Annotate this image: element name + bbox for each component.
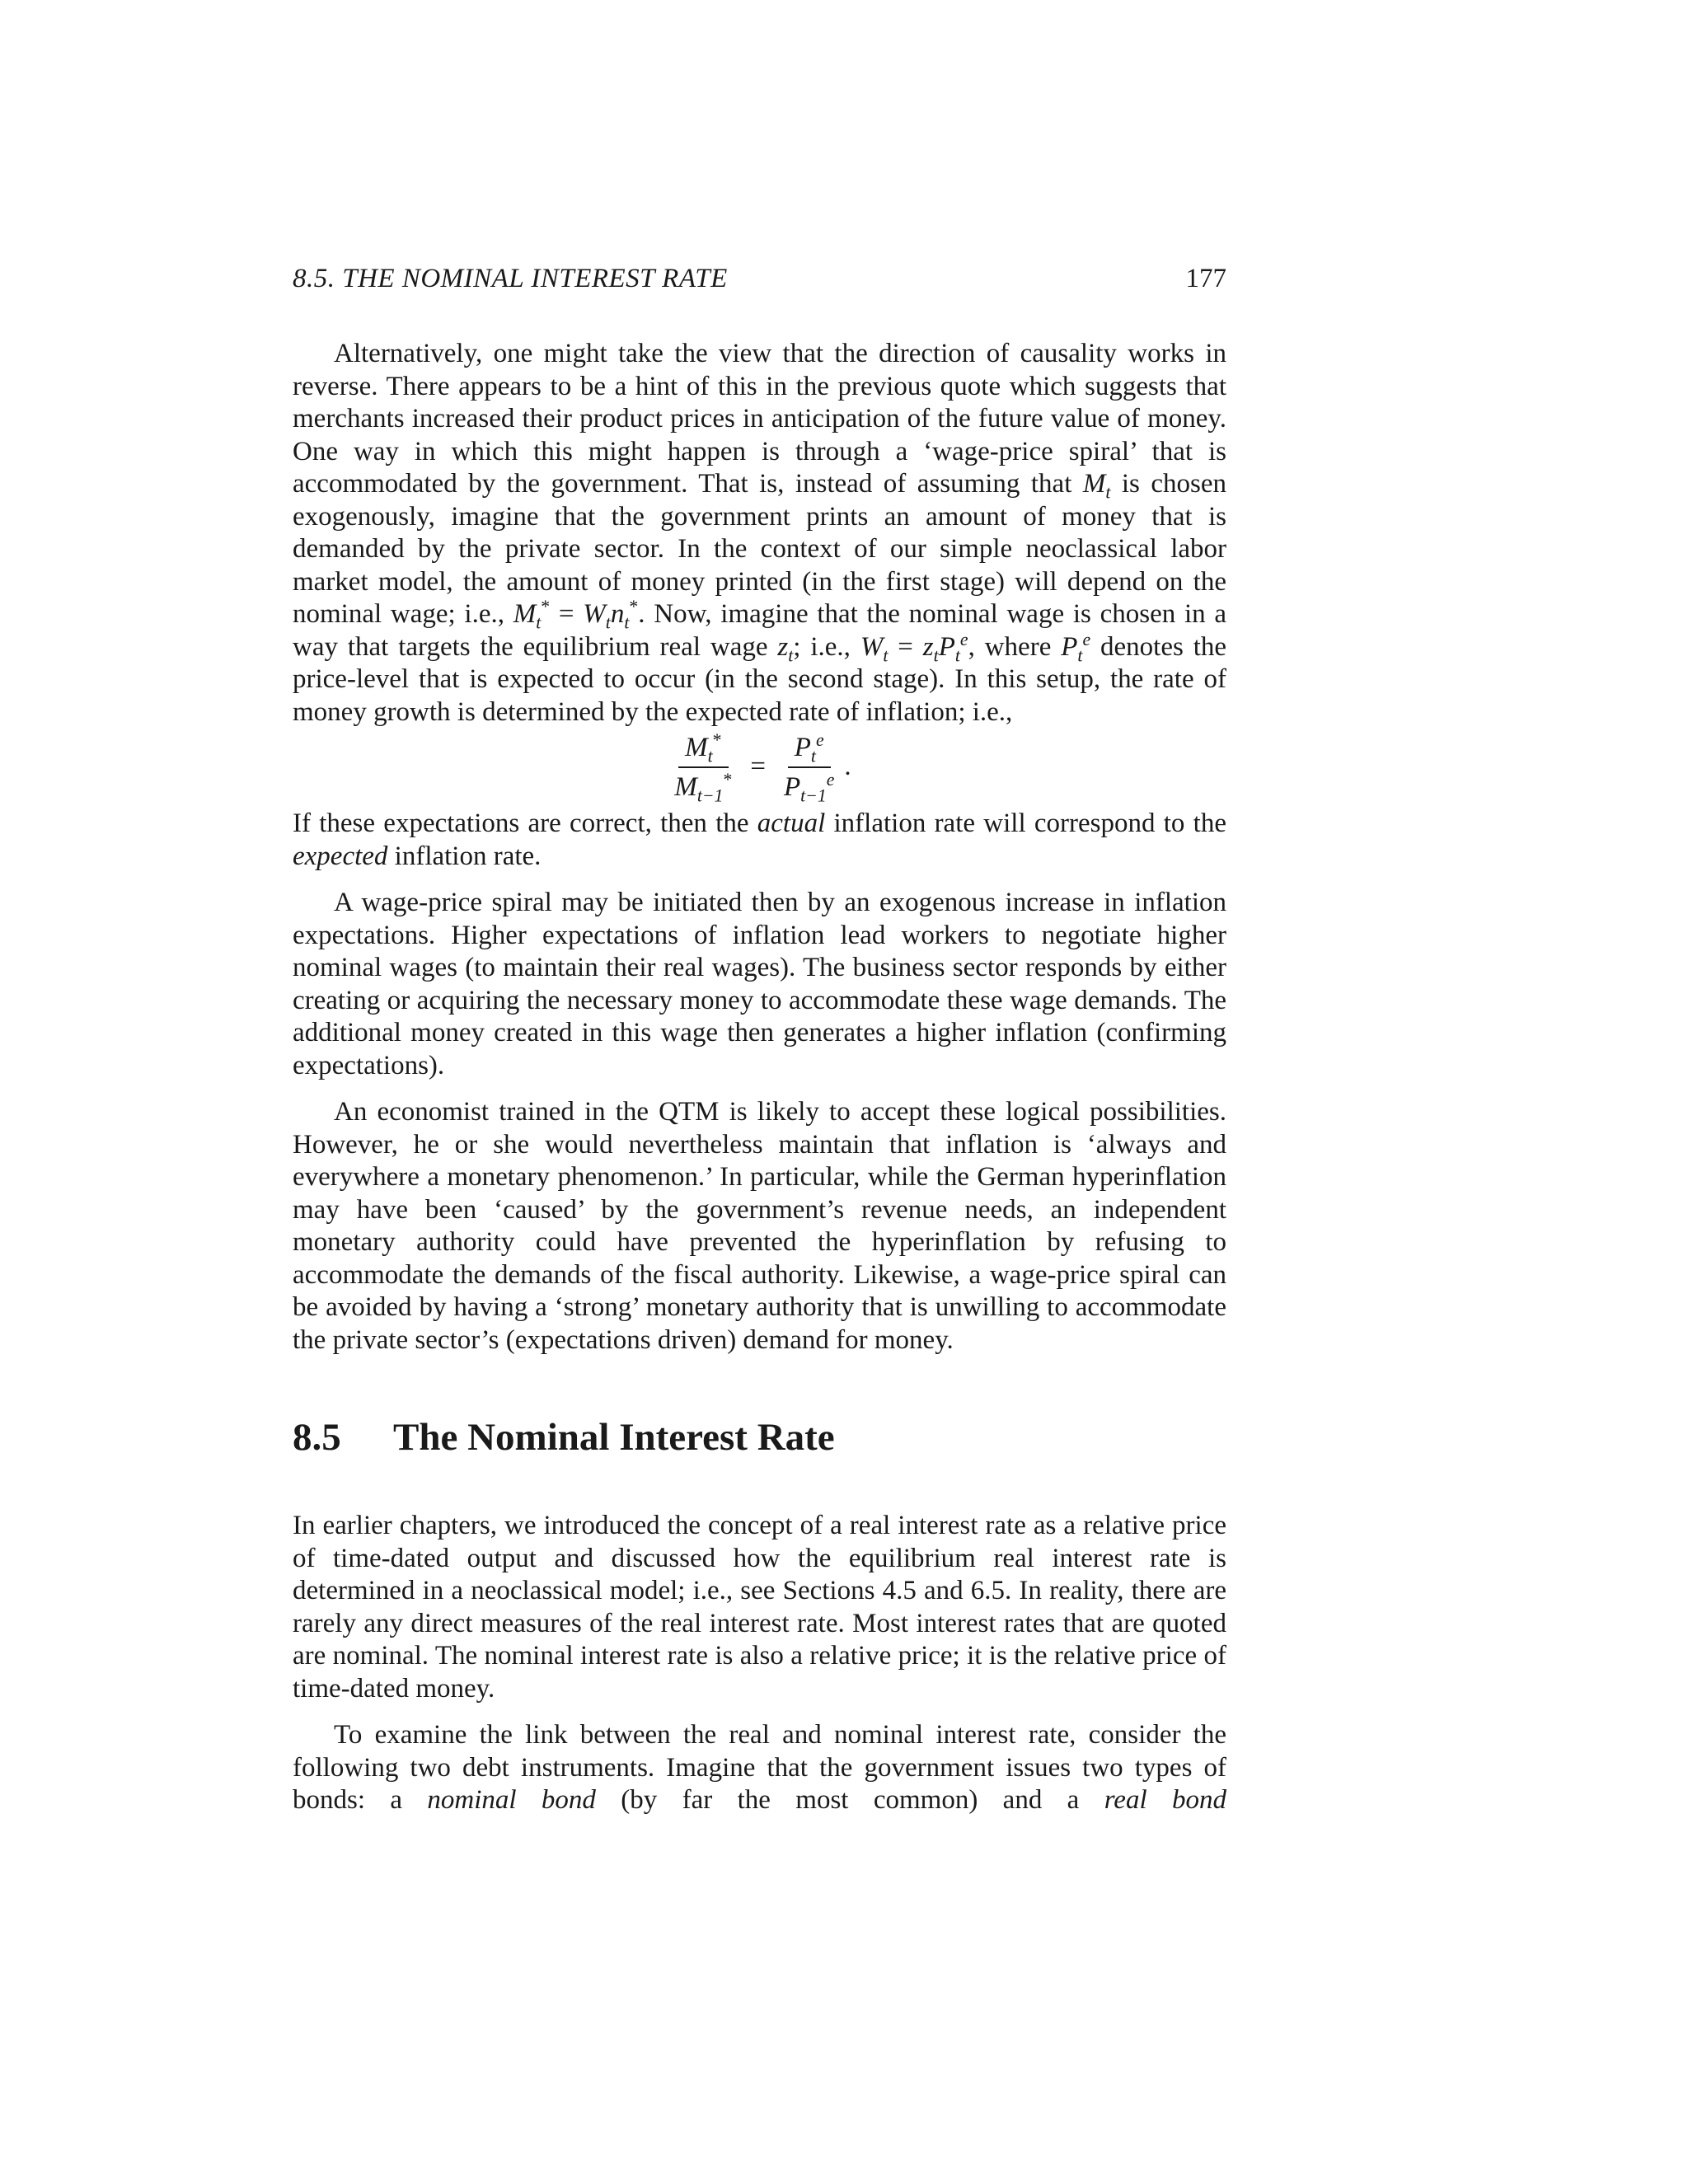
running-header (293, 262, 1226, 295)
paragraph-expectations: If these expectations are correct, then the actual inflation rate will correspond to the expected inflation rate. (293, 808, 1226, 871)
body-text (293, 338, 1226, 1817)
paragraph-earlier-chapters: In earlier chapters, we introduced the concept of a real interest rate as a relative price of time-dated output and discussed how the equilibrium real interest rate is determined in a neoclassical model; i.e., see Sections 4.5 and 6.5. In reality, there are rarely any direct measures of the real interest rate. Most interest rates that are quoted are nominal. The nominal interest rate is also a relative price; it is the relative price of time-dated money. (293, 1511, 1226, 1704)
header-title: 8.5. THE NOMINAL INTEREST RATE (293, 264, 728, 293)
section-title: The Nominal Interest Rate (393, 1416, 835, 1459)
math-z-t: $z_t$ (777, 631, 794, 666)
paragraph-spiral-initiation: A wage-price spiral may be initiated then by an exogenous increase in inflation expectations. Higher expectations of inflation lead workers to negotiate higher nominal wages (to maintain their real wages). The business sector responds by either creating or acquiring the necessary money to accommodate these wage demands. The additional money created in this wage then generates a higher inflation (confirming expectations). (293, 888, 1226, 1080)
paragraph-wage-price-spiral: Alternatively, one might take the view that the direction of causality works in reverse. There appears to be a hint of this in the previous quote which suggests that merchants increased their product prices in anticipation of the future value of money. One way in which this might happen is through a ‘wage-price spiral’ that is accommodated by the government. That is, instead of assuming that $M_t$ is chosen exogenously, imagine that the government prints an amount of money that is demanded by the private sector. In the context of our simple neoclassical labor market model, the amount of money printed (in the first stage) will depend on the nominal wage; i.e., $M_t^* = W_tn_t^*$. Now, imagine that the nominal wage is chosen in a way that targets the equilibrium real wage $z_t$; i.e., $W_t = z_tP_t^e$, where $P_t^e$ denotes the price-level that is expected to occur (in the second stage). In this setup, the rate of money growth is determined by the expected rate of inflation; i.e., (293, 339, 1227, 727)
paragraph-debt-instruments: To examine the link between the real and nominal interest rate, consider the following two debt instruments. Imagine that the government issues two types of bonds: a nominal bond (by far the most common) and a real bond (293, 1720, 1226, 1815)
fraction-money-growth: $\frac{M_t^*}{M_{t-1}^*}$ (674, 730, 733, 806)
math-expected-price: $P_t^e$ (1061, 629, 1091, 666)
math-money-demand: $M_t^* = W_tn_t^*$ (513, 597, 639, 633)
page-number: 177 (1185, 264, 1226, 293)
math-wage-target: $W_t = z_tP_t^e$ (860, 629, 968, 666)
math-m-t: $M_t$ (1082, 469, 1111, 503)
section-heading (293, 1414, 1226, 1460)
paragraph-qtm-economist: An economist trained in the QTM is likely to accept these logical possibilities. However, he or she would nevertheless maintain that inflation is ‘always and everywhere a monetary phenomenon.’ In particular, while the German hyperinflation may have been ‘caused’ by the government’s revenue needs, an independent monetary authority could have prevented the hyperinflation by refusing to accommodate the demands of the fiscal authority. Likewise, a wage-price spiral can be avoided by having a ‘strong’ monetary authority that is unwilling to accommodate the private sector’s (expectations driven) demand for money. (293, 1097, 1226, 1355)
fraction-expected-inflation: $\frac{P_t^e}{P_{t-1}^e}$ (783, 730, 835, 806)
section-number: 8.5 (293, 1416, 341, 1459)
money-growth-equation: $\frac{M_t^*}{M_{t-1}^*}$ = $\frac{P_t^e}{P_{t-1}^e}$ . (293, 732, 1226, 803)
